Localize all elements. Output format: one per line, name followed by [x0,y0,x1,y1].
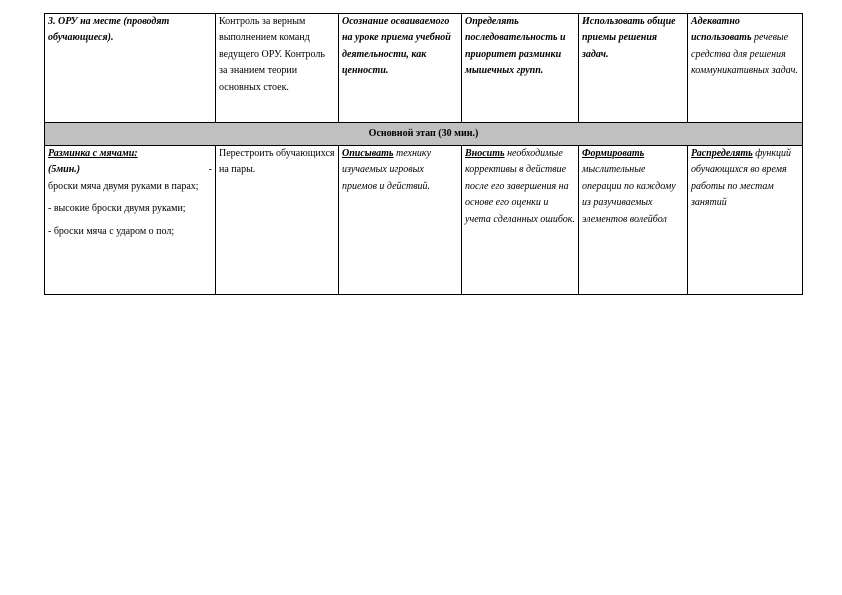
stage-title: Основной этап (30 мин.) [368,127,479,139]
lesson-plan-table [44,13,803,295]
warmup-item: - броски мяча с ударом о пол; [48,225,175,237]
communicative-text: функций обучающихся во время работы по местам занятий [691,148,792,209]
warmup-item: - высокие броски двумя руками; [48,203,186,215]
table-cell-communicative [688,14,803,123]
cognitive-text: мыслительные операции по каждому из разучиваемых элементов волейбол [582,164,676,225]
table-cell-cognitive [579,14,688,123]
table-row [45,146,803,295]
table-row [45,14,803,123]
cognitive-text: Использовать общие приемы решения задач. [582,16,676,60]
table-cell-communicative [688,146,803,295]
table-cell-teacher-activity [216,14,339,123]
communicative-bold: Адекватно использовать [691,16,752,44]
stage-header [45,123,803,146]
warmup-item: броски мяча двумя руками в парах; [48,180,199,192]
teacher-activity-text: Перестроить обучающихся на пары. [219,148,335,176]
table-cell-regulatory [462,146,579,295]
table-cell-personal-results [339,146,462,295]
cognitive-bold: Формировать [582,148,645,159]
personal-results-text: технику изучаемых игровых приемов и действий. [342,148,432,192]
table-cell-activity [45,146,216,295]
activity-title: 3. ОРУ на месте (проводят обучающиеся). [48,16,170,44]
personal-results-bold: Описывать [342,148,394,159]
communicative-text: речевые средства для решения коммуникативных задач. [691,32,798,77]
personal-results-text: Осознание осваиваемого на уроке приема учебной деятельности, как ценности. [342,16,451,77]
table-cell-cognitive [579,146,688,295]
regulatory-text: Определять последовательность и приоритет разминки мышечных групп. [465,16,566,77]
table-cell-personal-results [339,14,462,123]
table-row-stage [45,123,803,146]
warmup-title: Разминка с мячами: [48,148,138,159]
warmup-time-line [48,162,212,178]
teacher-activity-text: Контроль за верным выполнением команд ведущего ОРУ. Контроль за знанием теории основных стоек. [219,16,325,93]
warmup-dash: - [208,164,212,176]
warmup-time: (5мин.) [48,164,81,176]
regulatory-bold: Вносить [465,148,505,159]
table-cell-regulatory [462,14,579,123]
table-cell-activity [45,14,216,123]
table-cell-teacher-activity [216,146,339,295]
communicative-bold: Распределять [691,148,753,159]
regulatory-text: необходимые коррективы в действие после его завершения на основе его оценки и учета сделанных ошибок. [465,148,575,225]
